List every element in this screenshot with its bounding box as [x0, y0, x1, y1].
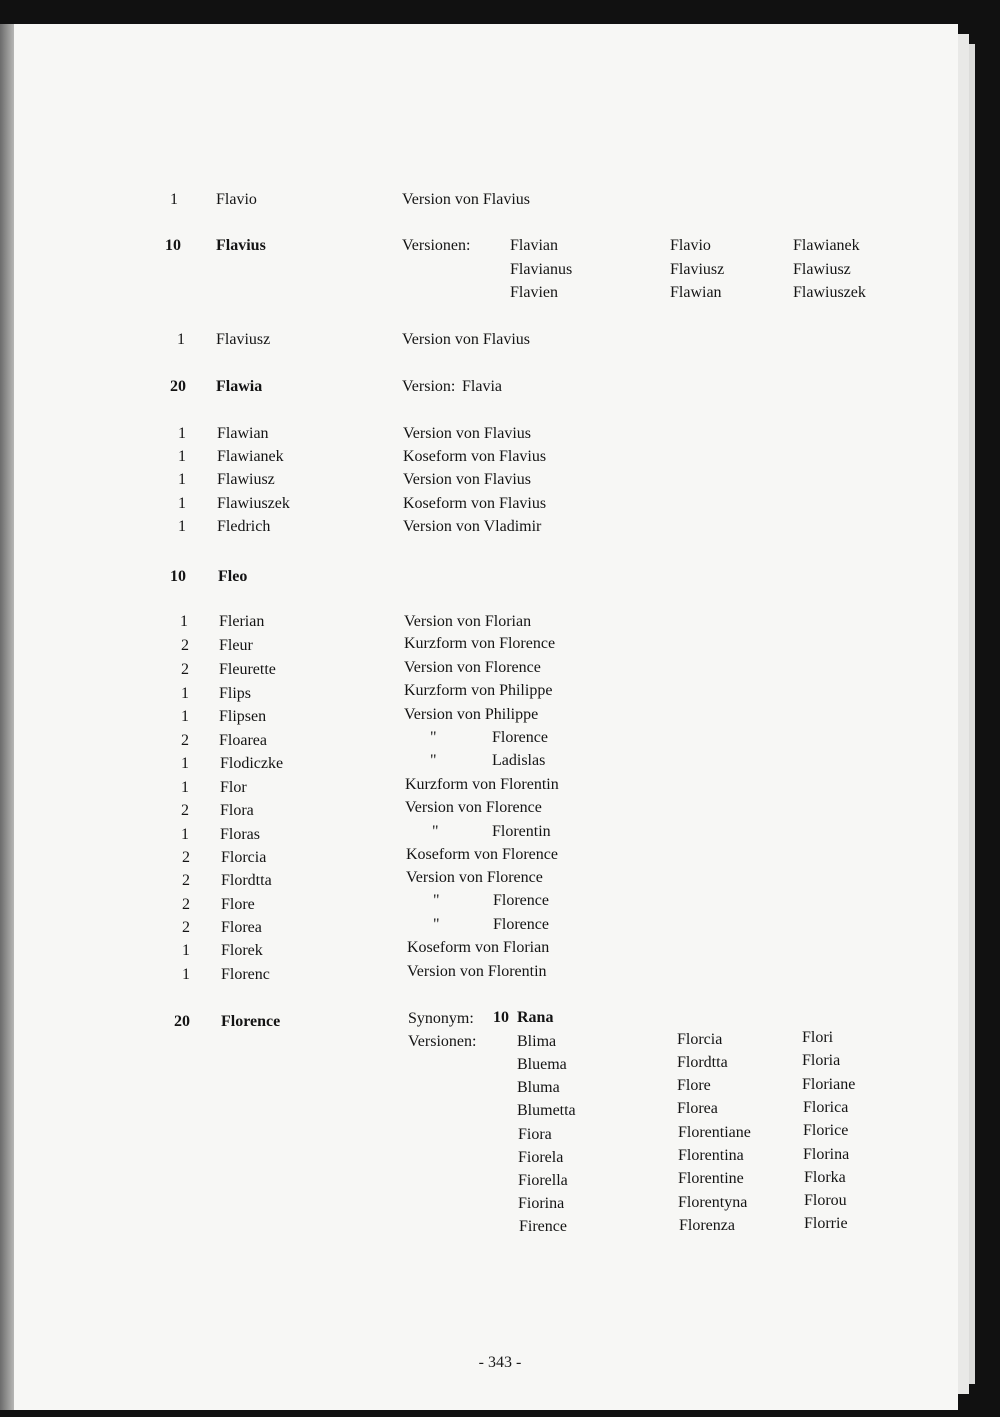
entry-count: 1	[178, 425, 186, 442]
entry-name: Flawia	[216, 378, 263, 395]
variant-name: Florou	[804, 1192, 847, 1209]
variant-name: Flordtta	[677, 1054, 728, 1071]
entry-name: Florea	[221, 919, 262, 936]
entry-description: Synonym:	[408, 1010, 474, 1027]
entry-description: Koseform von Florian	[407, 939, 550, 956]
entry-description: Version von Florentin	[407, 963, 547, 980]
ditto-mark: "	[433, 916, 440, 933]
variant-name: Bluema	[517, 1056, 567, 1073]
entry-description: Koseform von Florence	[406, 846, 558, 863]
entry-name: Fleurette	[219, 661, 276, 678]
entry-count: 2	[182, 896, 190, 913]
variant-name: Florica	[803, 1099, 849, 1116]
entry-name: Flawianek	[217, 448, 284, 465]
ditto-mark: "	[433, 892, 440, 909]
variant-name: Flavia	[462, 378, 502, 395]
entry-description: Version von Flavius	[403, 425, 531, 442]
variant-name: Florentine	[678, 1170, 744, 1187]
variant-name: Florka	[804, 1169, 846, 1186]
entry-count: 1	[178, 471, 186, 488]
entry-name: Flodiczke	[220, 755, 284, 772]
variant-name: Florice	[803, 1122, 849, 1139]
entry-count: 1	[181, 779, 189, 796]
entry-description: Version von Florence	[405, 799, 542, 816]
variant-name: Bluma	[517, 1079, 560, 1096]
entry-count: 2	[182, 872, 190, 889]
variant-name: Fiorela	[518, 1149, 564, 1166]
entry-description: Version von Flavius	[403, 471, 531, 488]
entry-name: Flipsen	[219, 708, 267, 725]
entry-description: Version von Vladimir	[403, 518, 542, 535]
entry-count: 1	[177, 331, 185, 348]
variant-name: Floria	[802, 1052, 841, 1069]
variant-name: Flawiuszek	[793, 284, 866, 301]
entry-description-ref: Florence	[492, 729, 548, 746]
entry-name: Fledrich	[217, 518, 271, 535]
entry-count: 1	[182, 942, 190, 959]
ditto-mark: "	[430, 752, 437, 769]
variant-name: Florea	[677, 1100, 718, 1117]
synonym-name: Rana	[517, 1009, 554, 1026]
page-number: - 343 -	[478, 1354, 522, 1371]
entry-name: Flips	[219, 685, 252, 702]
variant-name: Florentyna	[678, 1194, 748, 1211]
entry-name: Flavio	[216, 191, 257, 208]
variant-name: Flavian	[510, 237, 558, 254]
entry-count: 20	[170, 378, 186, 395]
variant-name: Flawian	[670, 284, 722, 301]
entry-description: Kurzform von Florentin	[405, 776, 559, 793]
entry-name: Flawian	[217, 425, 269, 442]
entry-name: Fleo	[218, 568, 248, 585]
entry-count: 1	[181, 755, 189, 772]
entry-description: Versionen:	[402, 237, 471, 254]
entry-count: 1	[178, 448, 186, 465]
entry-name: Fleur	[219, 637, 253, 654]
entry-name: Flawiusz	[217, 471, 275, 488]
variant-name: Fiorella	[518, 1172, 568, 1189]
entry-name: Flora	[220, 802, 254, 819]
variant-name: Flori	[802, 1029, 834, 1046]
entry-description-ref: Ladislas	[492, 752, 546, 769]
variant-name: Flawianek	[793, 237, 860, 254]
variant-name: Flawiusz	[793, 261, 851, 278]
entry-description: Koseform von Flavius	[403, 448, 547, 465]
variant-name: Flavio	[670, 237, 711, 254]
entry-name: Floras	[220, 826, 260, 843]
variant-name: Florina	[803, 1146, 850, 1163]
entry-name: Flaviusz	[216, 331, 271, 348]
entry-name: Florek	[221, 942, 263, 959]
variant-name: Florentina	[678, 1147, 744, 1164]
entry-name: Flor	[220, 779, 247, 796]
entry-count: 1	[182, 966, 190, 983]
entry-name: Flerian	[219, 613, 265, 630]
variant-name: Blima	[517, 1033, 557, 1050]
entry-description: Kurzform von Philippe	[404, 682, 553, 699]
variant-name: Florrie	[804, 1215, 848, 1232]
entry-name: Flore	[221, 896, 255, 913]
entry-count: 1	[181, 708, 189, 725]
variant-name: Florenza	[679, 1217, 735, 1234]
entry-count: 2	[181, 637, 189, 654]
variant-name: Flavianus	[510, 261, 573, 278]
variant-name: Flavien	[510, 284, 558, 301]
variant-name: Fiorina	[518, 1195, 565, 1212]
entry-description-ref: Florentin	[492, 823, 551, 840]
entry-name: Floarea	[219, 732, 267, 749]
entry-name: Flawiuszek	[217, 495, 290, 512]
entry-description: Version von Florian	[404, 613, 532, 630]
ditto-mark: "	[432, 823, 439, 840]
entry-name: Flordtta	[221, 872, 272, 889]
variant-name: Fiora	[518, 1126, 552, 1143]
entry-name: Florence	[221, 1013, 281, 1030]
entry-count: 20	[174, 1013, 190, 1030]
entry-count: 1	[181, 826, 189, 843]
entry-name: Florcia	[221, 849, 267, 866]
entry-description: Version von Flavius	[402, 331, 530, 348]
entry-description: Version:	[402, 378, 456, 395]
entry-description: Version von Florence	[404, 659, 541, 676]
entry-description: Versionen:	[408, 1033, 477, 1050]
entry-count: 2	[181, 802, 189, 819]
entry-description: Kurzform von Florence	[404, 635, 556, 652]
entry-description: Version von Florence	[406, 869, 543, 886]
entry-count: 10	[170, 568, 186, 585]
entry-name: Florenc	[221, 966, 270, 983]
entry-description-ref: Florence	[493, 892, 549, 909]
variant-name: Firence	[519, 1218, 567, 1235]
entry-count: 1	[178, 495, 186, 512]
entry-count: 1	[180, 613, 188, 630]
entry-count: 1	[178, 518, 186, 535]
variant-name: Floriane	[802, 1076, 856, 1093]
variant-name: Florcia	[677, 1031, 723, 1048]
entry-count: 10	[165, 237, 181, 254]
entry-count: 2	[181, 661, 189, 678]
variant-name: Florentiane	[678, 1124, 751, 1141]
entry-count: 1	[181, 685, 189, 702]
ditto-mark: "	[430, 729, 437, 746]
entry-name: Flavius	[216, 237, 266, 254]
variant-name: Flaviusz	[670, 261, 725, 278]
variant-name: Flore	[677, 1077, 711, 1094]
variant-name: Blumetta	[517, 1102, 576, 1119]
entry-description: Koseform von Flavius	[403, 495, 547, 512]
entry-description: Version von Philippe	[404, 706, 539, 723]
entry-count: 2	[181, 732, 189, 749]
entry-count: 1	[170, 191, 178, 208]
entry-description-ref: Florence	[493, 916, 549, 933]
entry-description: Version von Flavius	[402, 191, 530, 208]
entry-count: 2	[182, 919, 190, 936]
entry-count: 2	[182, 849, 190, 866]
synonym-count: 10	[493, 1009, 509, 1026]
